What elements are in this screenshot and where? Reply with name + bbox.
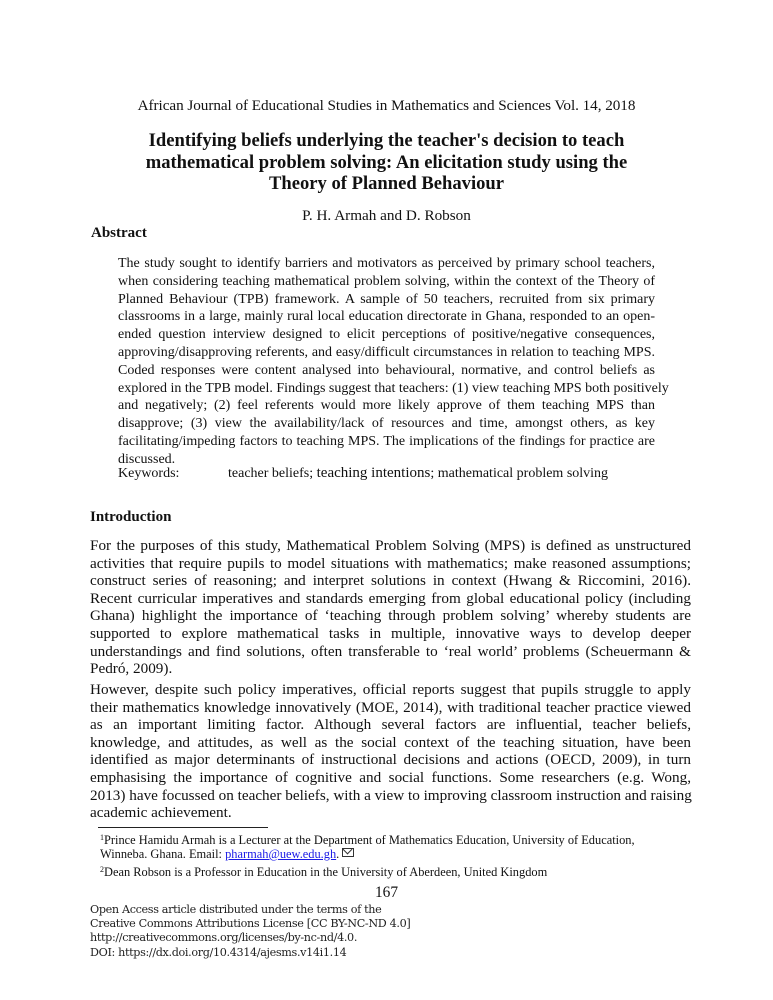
keyword: teacher beliefs xyxy=(228,466,310,481)
footnote-1-continued xyxy=(100,847,354,862)
license-line: Creative Commons Attributions License [CC BY-NC-ND 4.0] xyxy=(90,917,411,931)
license-url[interactable]: http://creativecommons.org/licenses/by-nc-nd/4.0. xyxy=(90,931,358,945)
abstract-line: ended question interview designed to elicit perceptions of positive/negative consequences, xyxy=(118,327,655,343)
abstract-line: classrooms in a large, mainly rural local education directorate in Ghana, responded to an open- xyxy=(118,309,655,325)
email-link[interactable]: pharmah@uew.edu.gh xyxy=(225,847,337,861)
intro-paragraph-2 xyxy=(90,681,691,822)
footnote-text: Prince Hamidu Armah is a Lecturer at the Department of Mathematics Education, University of Education, xyxy=(104,833,635,847)
footnote-text: Dean Robson is a Professor in Education in the University of Aberdeen, United Kingdom xyxy=(104,865,548,879)
paragraph-line: Ghana) highlight the importance of ‘teaching through problem solving’ whereby students are xyxy=(90,607,691,625)
footnote-2 xyxy=(100,862,547,880)
paragraph-line: their mathematics knowledge innovatively (MOE, 2014), with traditional teacher practice viewed xyxy=(90,698,691,716)
abstract-line: The study sought to identify barriers and motivators as perceived by primary school teachers, xyxy=(118,256,655,271)
paragraph-line: supported to explore mathematical tasks in multiple, innovative ways to develop deeper xyxy=(90,624,691,642)
abstract-line: Planned Behaviour (TPB) framework. A sample of 50 teachers, recruited from six primary xyxy=(118,291,655,307)
abstract-body xyxy=(118,255,669,469)
abstract-line: discussed. xyxy=(118,451,176,467)
paragraph-line: 2013) have focussed on teacher beliefs, with a view to improving classroom instruction and raising xyxy=(90,786,692,804)
paragraph-line: as an important limiting factor. Although several factors are influential, teacher beliefs, xyxy=(90,716,691,734)
title-line: Identifying beliefs underlying the teacher's decision to teach xyxy=(148,130,625,151)
paragraph-line: identified as major determinants of instructional decisions and actions (OECD, 2009), in turn xyxy=(90,751,691,769)
paragraph-line: Pedró, 2009). xyxy=(90,660,173,678)
paragraph-line: For the purposes of this study, Mathematical Problem Solving (MPS) is defined as unstructured xyxy=(90,537,691,554)
abstract-line: Coded responses were content analysed into behavioural, normative, and control beliefs as xyxy=(118,362,655,378)
paragraph-line: Recent curricular imperatives and standards emerging from global educational policy (including xyxy=(90,589,691,607)
keyword: mathematical problem solving xyxy=(437,466,609,481)
footnote-text: Winneba. Ghana. Email: xyxy=(100,847,226,861)
paragraph-line: emphasising the importance of cognitive and social functions. Some researchers (e.g. Wong, xyxy=(90,768,691,786)
article-title xyxy=(0,130,773,195)
title-line: Theory of Planned Behaviour xyxy=(268,173,505,194)
footnote-mark: 2 xyxy=(100,865,104,874)
abstract-line: and negatively; (2) feel referents would more likely approve of them teaching MPS than xyxy=(118,398,655,414)
license-notice xyxy=(90,903,410,960)
paragraph-line: activities that require pupils to model situations with mathematics; make reasoned assumptions; xyxy=(90,554,691,572)
paragraph-line: construct series of reasoning; and interpret solutions in context (Hwang & Riccomini, 2016). xyxy=(90,572,691,590)
abstract-line: approving/disapproving referents, and easy/difficult circumstances in relation to teaching MPS. xyxy=(118,344,655,360)
footnote-divider xyxy=(98,827,268,828)
keyword: teaching intentions xyxy=(316,465,431,481)
paragraph-line: However, despite such policy imperatives, official reports suggest that pupils struggle to apply xyxy=(90,681,691,698)
title-line: mathematical problem solving: An elicitation study using the xyxy=(145,151,628,173)
abstract-line: facilitating/impeding factors to teaching MPS. The implications of the findings for practice are xyxy=(118,433,655,449)
introduction-heading: Introduction xyxy=(90,509,172,525)
abstract-line: when considering teaching mathematical problem solving, within the context of the Theory of xyxy=(118,273,655,289)
authors: P. H. Armah and D. Robson xyxy=(302,207,471,224)
intro-paragraph-1 xyxy=(90,537,691,678)
paragraph-line: understandings and find solutions, often transferable to ‘real world’ problems (Scheuermann & xyxy=(90,642,691,660)
journal-header: African Journal of Educational Studies in Mathematics and Sciences Vol. 14, 2018 xyxy=(137,97,636,114)
envelope-icon xyxy=(342,848,354,857)
paragraph-line: academic achievement. xyxy=(90,804,232,822)
keywords-label: Keywords: xyxy=(118,466,180,481)
license-line: Open Access article distributed under the terms of the xyxy=(90,903,382,916)
doi-link[interactable]: DOI: https://dx.doi.org/10.4314/ajesms.v14i1.14 xyxy=(90,945,347,959)
footnote-mark: 1 xyxy=(100,833,104,842)
page-number: 167 xyxy=(374,884,399,901)
abstract-line: explored in the TPB model. Findings suggest that teachers: (1) view teaching MPS both positively xyxy=(118,380,669,396)
footnote-text: . xyxy=(336,847,340,861)
abstract-heading: Abstract xyxy=(91,225,147,241)
abstract-line: disapprove; (3) view the availability/lack of resources and time, amongst others, as key xyxy=(118,416,655,432)
keywords: Keywords: teacher beliefs; teaching intentions; mathematical problem solving xyxy=(118,465,609,481)
paragraph-line: knowledge, and attitudes, as well as the social context of the teaching situation, have been xyxy=(90,733,691,751)
footnote-1 xyxy=(100,830,635,848)
